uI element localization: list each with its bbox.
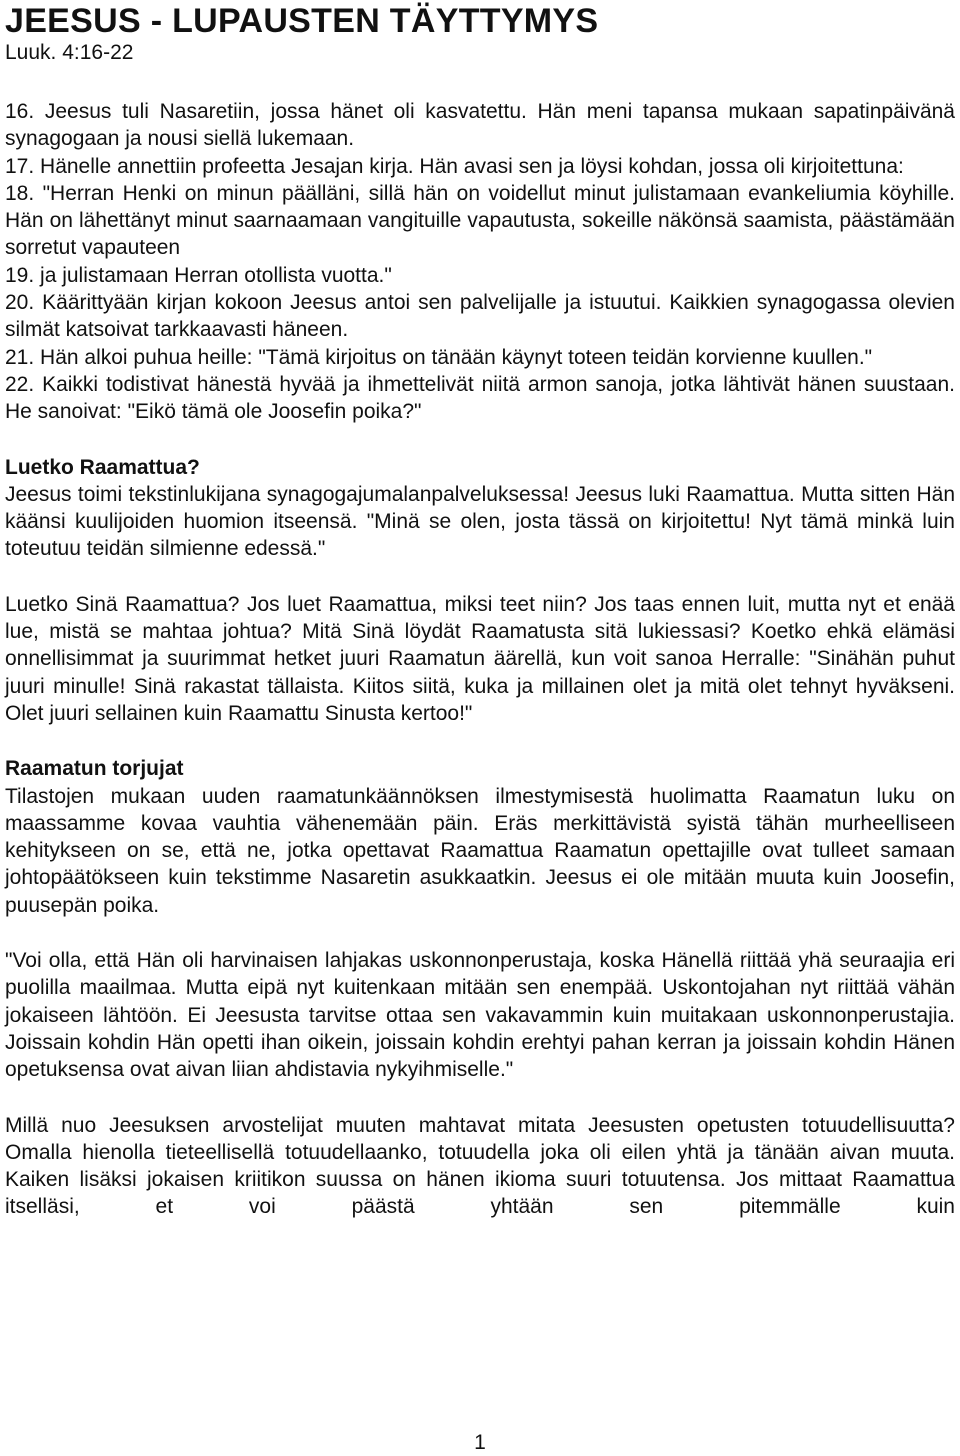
spacer — [5, 66, 955, 98]
section-paragraph: Jeesus toimi tekstinlukijana synagogajumalanpalveluksessa! Jeesus luki Raamattua. Mutta sitten Hän käänsi kuulijoiden huomion itseensä. "Minä se olen, josta tässä on kirjoitettu! Nyt tämä minkä luin toteutuu teidän silmienne edessä." — [5, 482, 955, 561]
verse-18: 18. "Herran Henki on minun päälläni, sillä hän on voidellut minut julistamaan evankeliumia köyhille. Hän on lähettänyt minut saarnaamaan vangituille vapautusta, sokeille näkönsä saamista, päästämään sorretut vapauteen — [5, 181, 955, 260]
verse-21: 21. Hän alkoi puhua heille: "Tämä kirjoitus on tänään käynyt toteen teidän korvienne kuullen." — [5, 345, 873, 369]
verse-20: 20. Käärittyään kirjan kokoon Jeesus antoi sen palvelijalle ja istuutui. Kaikkien synagogassa olevien silmät katsoivat tarkkaavasti häneen. — [5, 291, 955, 342]
verse-17: 17. Hänelle annettiin profeetta Jesajan kirja. Hän avasi sen ja löysi kohdan, jossa oli kirjoitettuna: — [5, 154, 904, 178]
section-paragraph: Luetko Sinä Raamattua? Jos luet Raamattua, miksi teet niin? Jos taas ennen luit, mutta nyt et enää lue, mistä se mahtaa johtua? Mitä Sinä löydät Raamatusta sitä lukiessasi? Koetko ehkä elämäsi onnellisimmat ja suurimmat hetket juuri Raamatun äärellä, kun voit sanoa Herralle: "Sinähän puhut juuri minulle! Sinä rakastat tällaista. Kiitos siitä, kuka ja millainen olet ja mitä olet tehnyt hyväkseni. Olet juuri sellainen kuin Raamattu Sinusta kertoo!" — [5, 592, 955, 725]
quote-paragraph: "Voi olla, että Hän oli harvinaisen lahjakas uskonnonperustaja, koska Hänellä riittää yhä seuraajia eri puolilla maailmaa. Mutta eipä nyt kuitenkaan mitään sen enempää. Uskontojahan nyt riittää vähän jokaiseen lähtöön. Ei Jeesusta tarvitse ottaa sen vakavammin kuin muitakaan uskonnonperustajia. Joissain kohdin Hän opetti ihan oikein, joissain kohdin erehtyi pahan kerran ja joissain kohdin Hänen opetuksensa ovat aivan liian ahdistavia nykyihmiselle." — [5, 949, 955, 1082]
spacer — [5, 1084, 955, 1112]
section-heading-luetko: Luetko Raamattua? — [5, 455, 200, 479]
page-number: 1 — [474, 1431, 486, 1454]
spacer — [5, 426, 955, 454]
spacer — [5, 727, 955, 755]
spacer — [5, 563, 955, 591]
verse-16: 16. Jeesus tuli Nasaretiin, jossa hänet oli kasvatettu. Hän meni tapansa mukaan sapatinpäivänä synagogaan ja nousi siellä lukemaan. — [5, 100, 955, 151]
section-heading-torjujat: Raamatun torjujat — [5, 757, 184, 781]
scripture-passage — [5, 98, 955, 426]
verse-22: 22. Kaikki todistivat hänestä hyvää ja ihmettelivät niitä armon sanoja, jotka lähtivät hänen suustaan. He sanoivat: "Eikö tämä ole Joosefin poika?" — [5, 372, 955, 424]
section-paragraph: Tilastojen mukaan uuden raamatunkäännöksen ilmestymisestä huolimatta Raamatun luku on maassamme kovaa vauhtia vähenemään päin. Eräs merkittävistä syistä tähän murheelliseen kehitykseen on se, että ne, jotka opettavat Raamattua Raamatun opettajille ovat tulleet samaan johtopäätökseen kuin tekstimme Nasaretin asukkaatkin. Jeesus ei ole mitään muuta kuin Joosefin, puusepän poika. — [5, 784, 955, 917]
closing-paragraph: Millä nuo Jeesuksen arvostelijat muuten mahtavat mitata Jeesusten opetusten totuudellisuutta? Omalla hienolla tieteellisellä totuudellaanko, totuudella joka oli eilen yhtä ja tänään aivan muuta. Kaiken lisäksi jokaisen kriitikon suussa on hänen ikioma suuri totuutensa. Jos mittaat Raamattua itselläsi, et voi päästä yhtään sen pitemmälle kuin — [5, 1113, 955, 1219]
document-page — [5, 0, 955, 1221]
scripture-reference: Luuk. 4:16-22 — [5, 41, 134, 64]
document-title: JEESUS - LUPAUSTEN TÄYTTYMYS — [5, 2, 599, 40]
verse-19: 19. ja julistamaan Herran otollista vuotta." — [5, 263, 392, 287]
spacer — [5, 919, 955, 947]
